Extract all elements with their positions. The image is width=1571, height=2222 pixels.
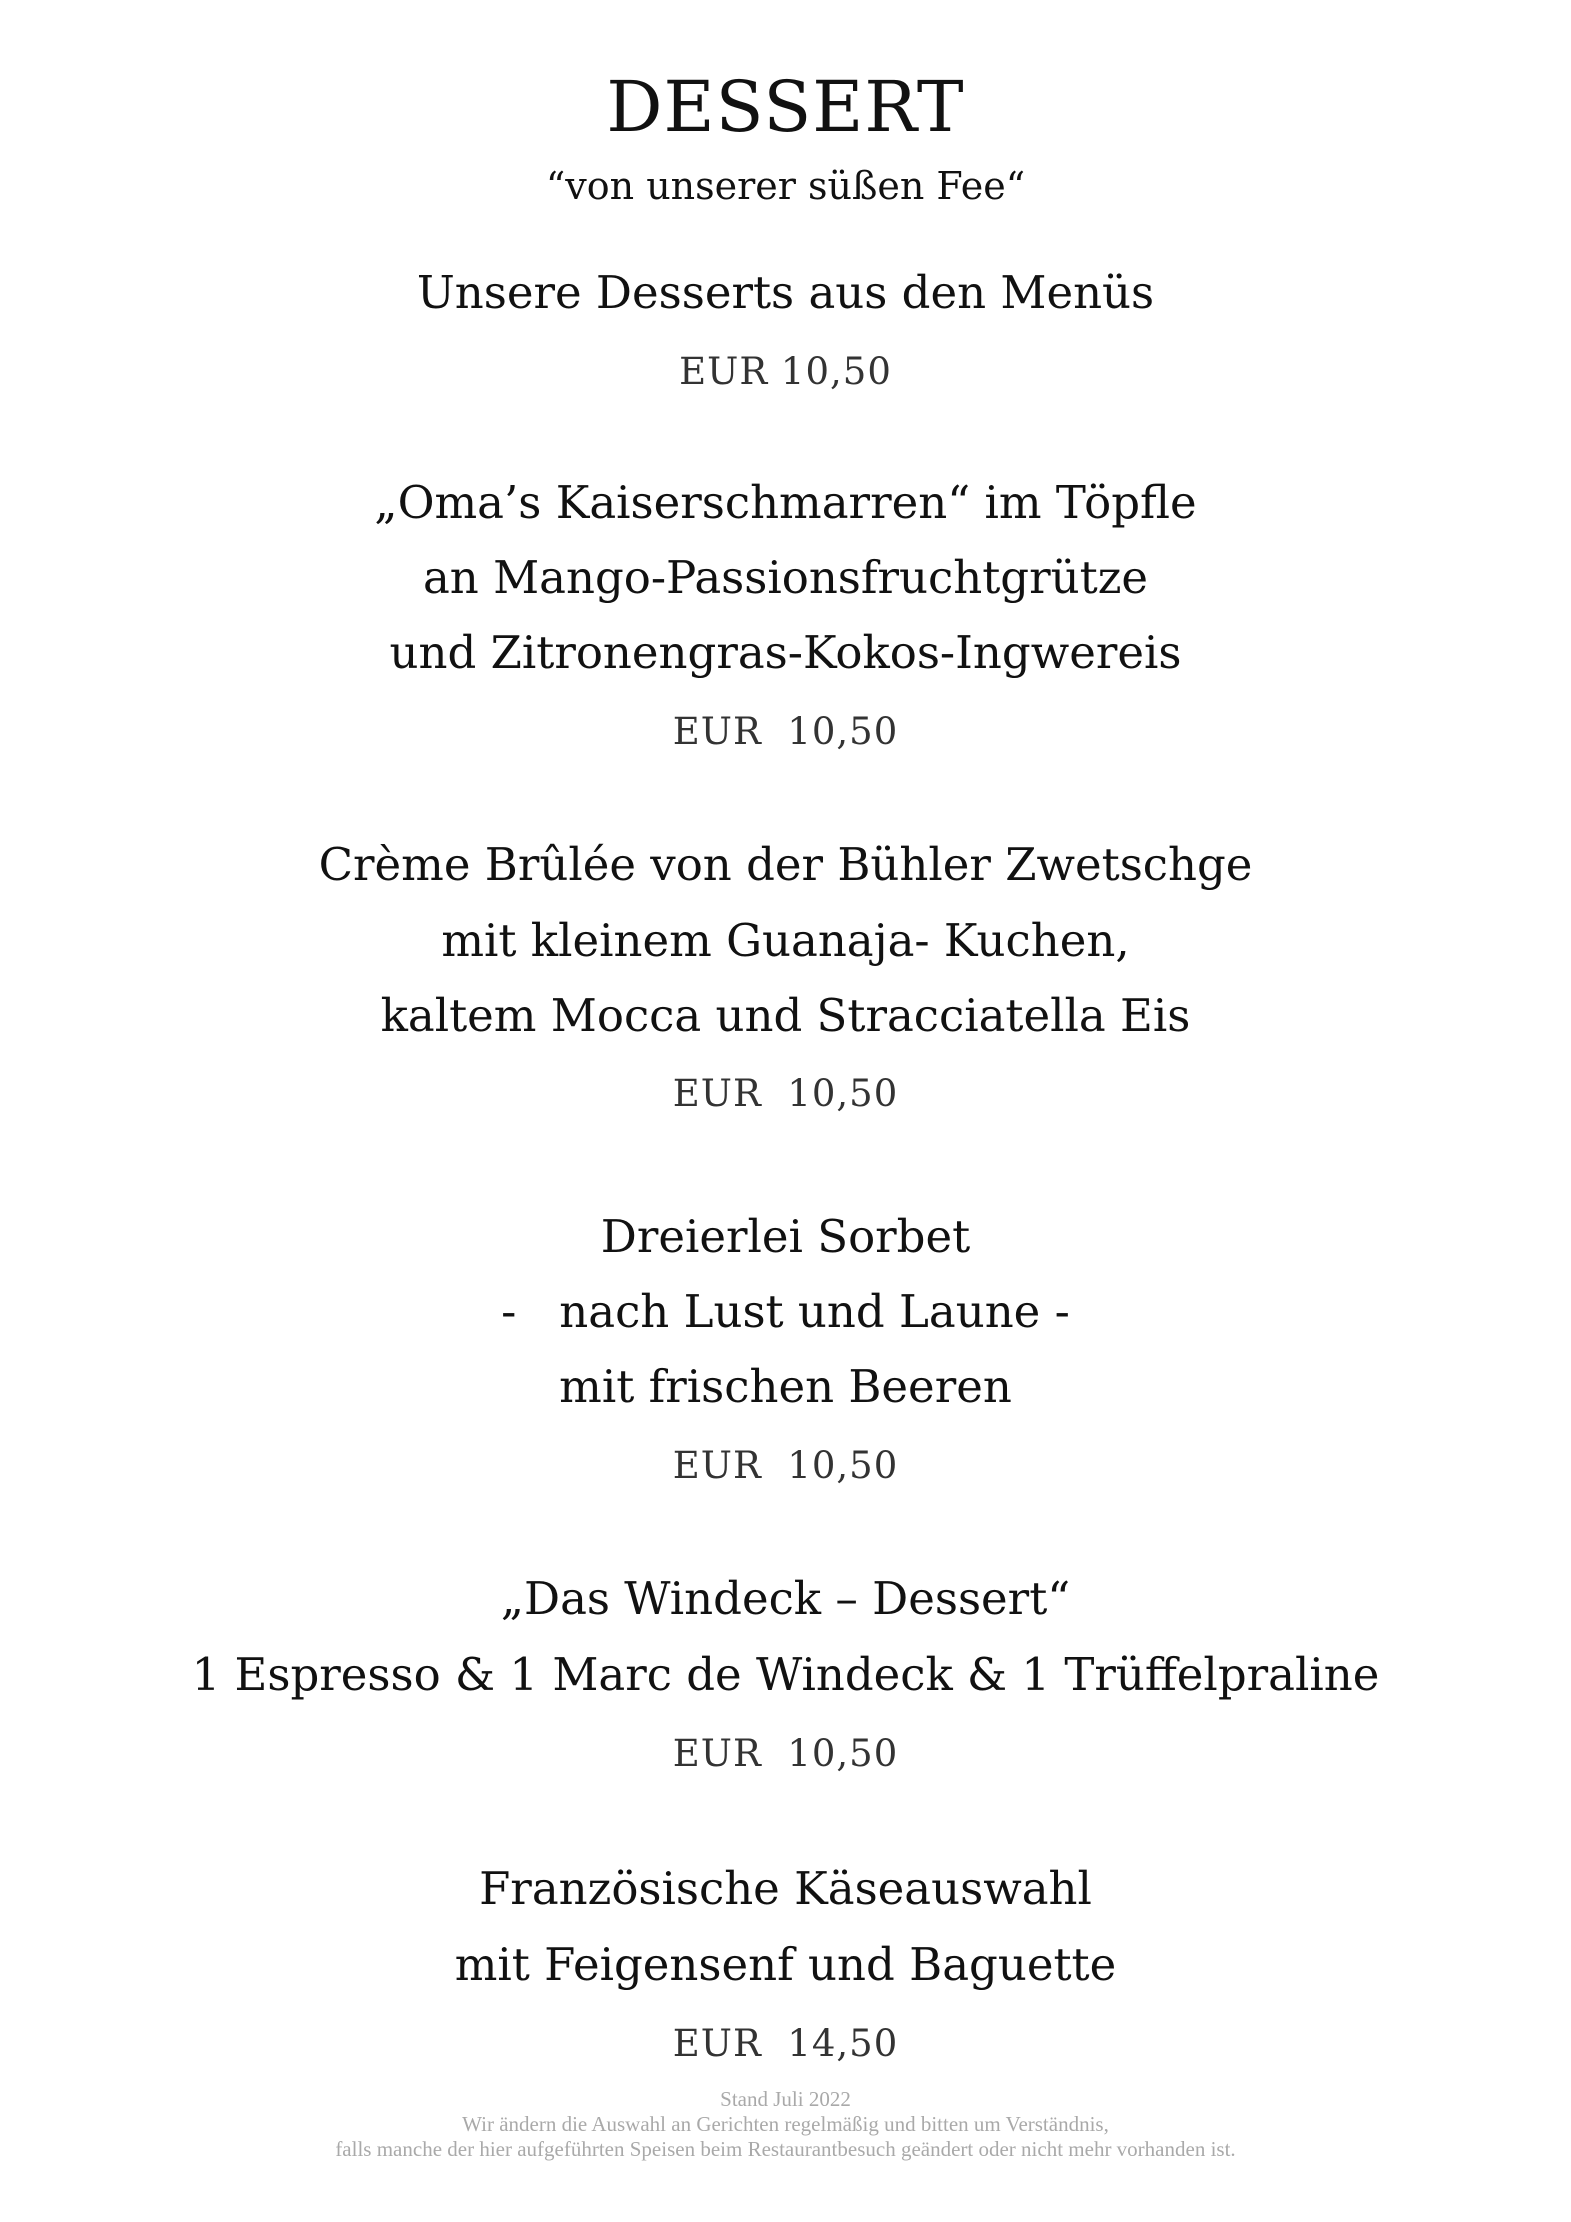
footer-stand: Stand Juli 2022 bbox=[720, 2087, 851, 2111]
dish-line: mit kleinem Guanaja- Kuchen, bbox=[441, 914, 1130, 967]
dish-line: „Das Windeck – Dessert“ bbox=[500, 1572, 1071, 1625]
dish-line: Französische Käseauswahl bbox=[479, 1862, 1092, 1915]
dish-line: kaltem Mocca und Stracciatella Eis bbox=[380, 989, 1191, 1042]
dish-price: EUR 10,50 bbox=[679, 350, 892, 393]
dish-line: Dreierlei Sorbet bbox=[600, 1210, 971, 1263]
dish-price: EUR 14,50 bbox=[672, 2022, 899, 2065]
footer-note-line-2: falls manche der hier aufgeführten Speisen beim Restaurantbesuch geändert oder nicht mehr vorhanden ist. bbox=[335, 2137, 1236, 2161]
dish-line: mit Feigensenf und Baguette bbox=[454, 1938, 1117, 1991]
dish-price: EUR 10,50 bbox=[672, 710, 899, 753]
dish-line: und Zitronengras-Kokos-Ingwereis bbox=[389, 626, 1182, 679]
page-subtitle: “von unserer süßen Fee“ bbox=[545, 164, 1026, 208]
footer-note-line-1: Wir ändern die Auswahl an Gerichten regelmäßig und bitten um Verständnis, bbox=[462, 2112, 1109, 2136]
dish-price: EUR 10,50 bbox=[672, 1732, 899, 1775]
page-title: DESSERT bbox=[606, 66, 965, 148]
dish-line: Unsere Desserts aus den Menüs bbox=[416, 266, 1155, 319]
dish-line: 1 Espresso & 1 Marc de Windeck & 1 Trüffelpraline bbox=[191, 1648, 1380, 1701]
dish-price: EUR 10,50 bbox=[672, 1444, 899, 1487]
dish-line: - nach Lust und Laune - bbox=[501, 1285, 1070, 1338]
dish-line: Crème Brûlée von der Bühler Zwetschge bbox=[318, 838, 1253, 891]
dish-price: EUR 10,50 bbox=[672, 1072, 899, 1115]
dish-line: mit frischen Beeren bbox=[559, 1360, 1012, 1413]
dish-line: „Oma’s Kaiserschmarren“ im Töpfle bbox=[374, 476, 1197, 529]
dish-line: an Mango-Passionsfruchtgrütze bbox=[422, 551, 1149, 604]
